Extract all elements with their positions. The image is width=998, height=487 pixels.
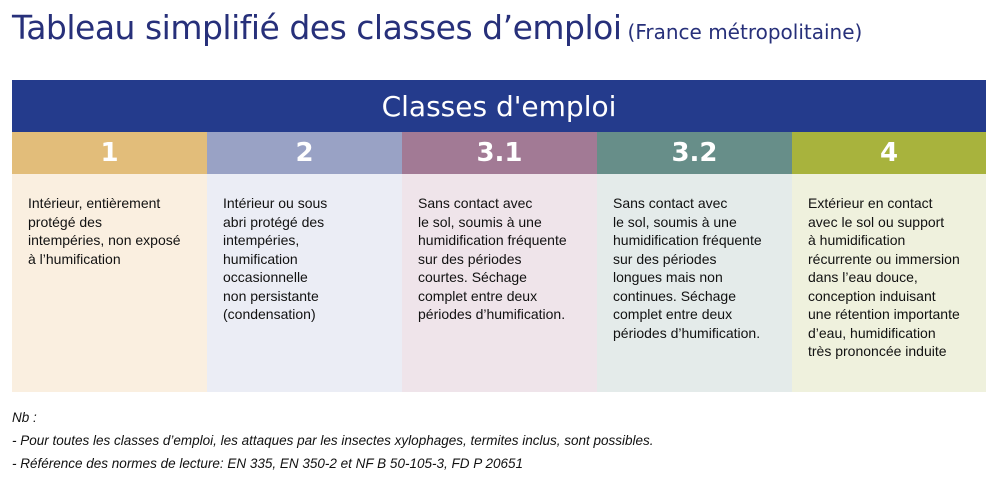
class-description-4: Extérieur en contact avec le sol ou support à humidification récurrente ou immersion dans l’eau douce, conception induisant une rétention importante d’eau, humidification très prononcée induite — [792, 174, 986, 392]
header-row — [12, 132, 986, 174]
class-header-3-2: 3.2 — [597, 132, 792, 174]
class-description-3-1: Sans contact avec le sol, soumis à une humidification fréquente sur des périodes courtes. Séchage complet entre deux périodes d’humification. — [402, 174, 597, 392]
class-header-4: 4 — [792, 132, 986, 174]
class-description-1: Intérieur, entièrement protégé des intempéries, non exposé à l’humification — [12, 174, 207, 392]
class-header-3-1: 3.1 — [402, 132, 597, 174]
title-subtitle: (France métropolitaine) — [627, 20, 863, 44]
title-main: Tableau simplifié des classes d’emploi — [12, 8, 622, 47]
description-row — [12, 174, 986, 392]
notes-line: - Référence des normes de lecture: EN 335, EN 350-2 et NF B 50-105-3, FD P 20651 — [12, 456, 524, 471]
class-header-1: 1 — [12, 132, 207, 174]
notes — [12, 406, 654, 475]
class-description-3-2: Sans contact avec le sol, soumis à une humidification fréquente sur des périodes longues mais non continues. Séchage complet entre deux périodes d’humification. — [597, 174, 792, 392]
table-banner: Classes d'emploi — [12, 80, 986, 132]
notes-heading: Nb : — [12, 410, 37, 425]
page-title — [12, 8, 862, 47]
classes-table — [12, 80, 986, 392]
class-description-2: Intérieur ou sous abri protégé des intempéries, humification occasionnelle non persistante (condensation) — [207, 174, 402, 392]
notes-line: - Pour toutes les classes d’emploi, les attaques par les insectes xylophages, termites inclus, sont possibles. — [12, 433, 654, 448]
class-header-2: 2 — [207, 132, 402, 174]
